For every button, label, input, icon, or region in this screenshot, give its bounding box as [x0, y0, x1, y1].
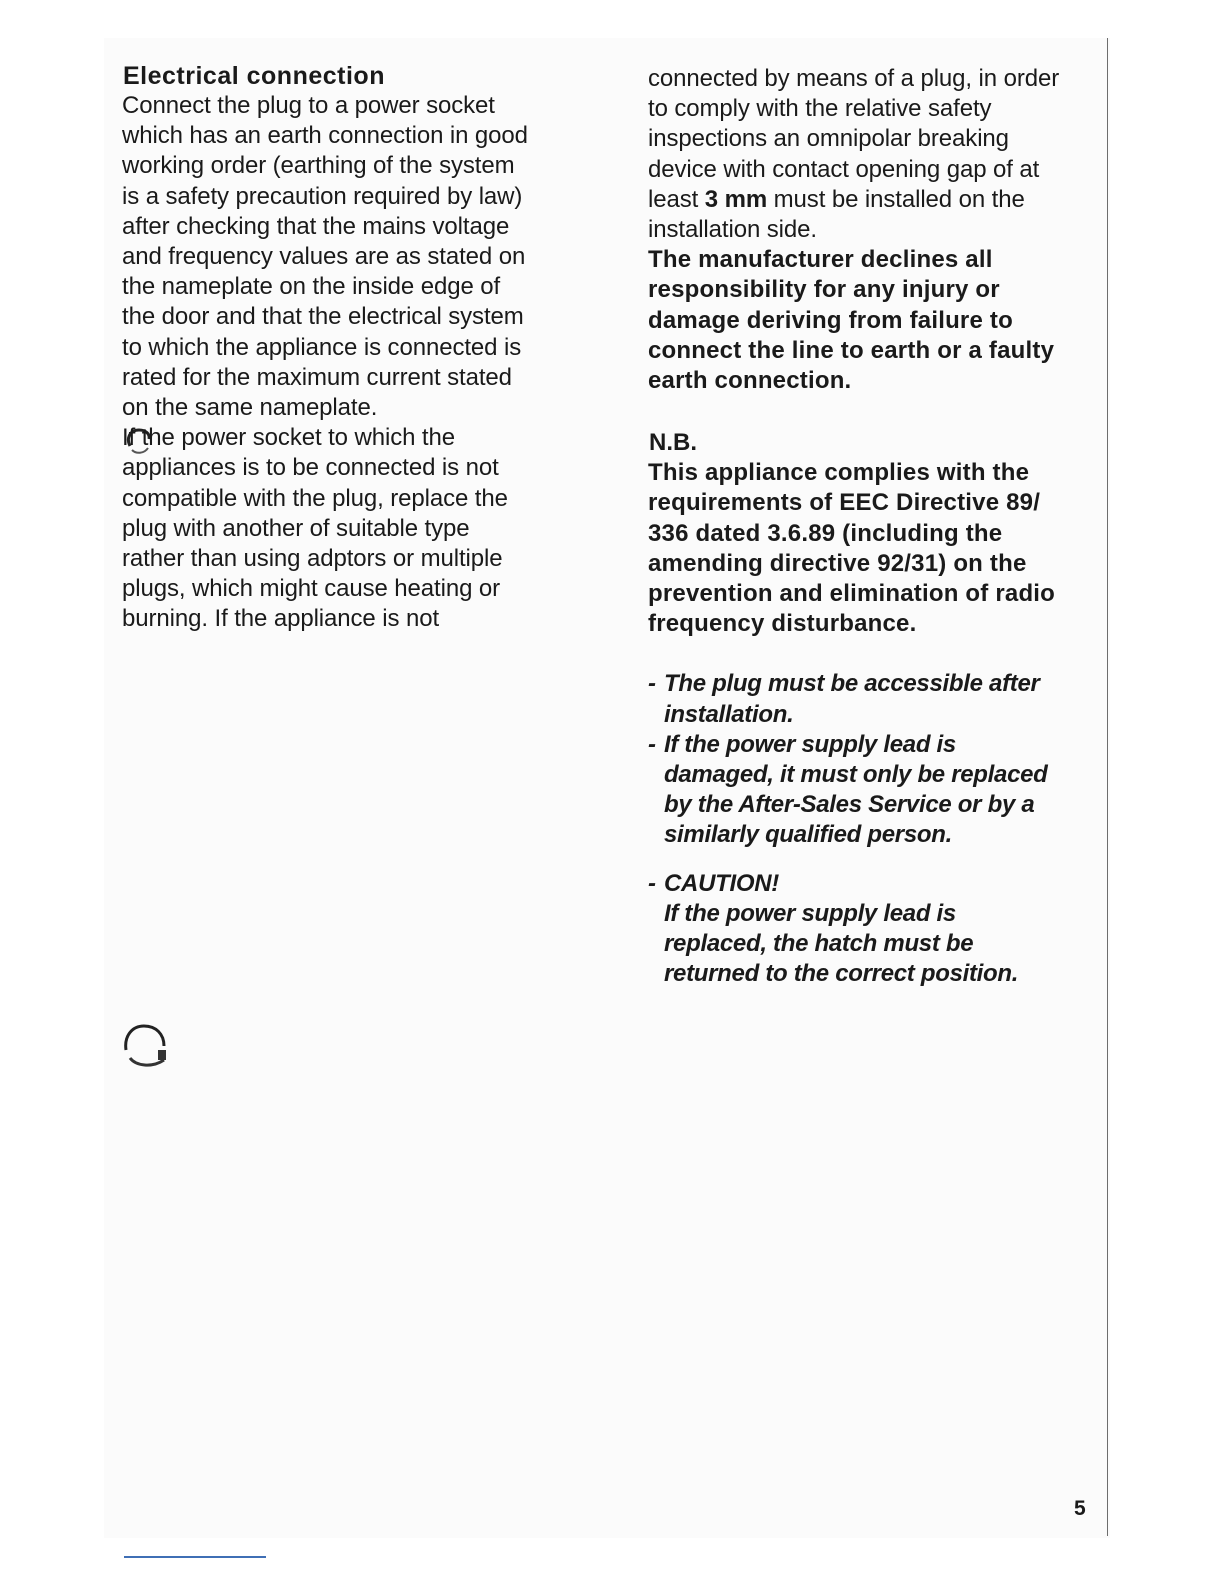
- left-column: [122, 58, 582, 635]
- footer-underline: [124, 1556, 266, 1558]
- page-number: 5: [1074, 1497, 1086, 1520]
- omnipolar-device-intro: connected by means of a plug, in order to comply with the relative safety inspections an omnipolar breaking device with contact opening gap of at: [648, 65, 1060, 183]
- section-heading: Electrical connection: [123, 62, 385, 90]
- caution-text: If the power supply lead is replaced, the hatch must be returned to the correct position.: [664, 899, 1019, 988]
- connection-instructions: Connect the plug to a power socket which has an earth connection in good working order (earthing of the system is a safety precaution required by law) after checking that the mains voltage and frequency values are as stated on the nameplate on the inside edge of the door and that the electrical system to which the appliance is connected is rated for the maximum current stated on the same nameplate.: [122, 92, 528, 422]
- dash-bullet: -: [648, 869, 656, 897]
- list-item: [648, 730, 1108, 851]
- omnipolar-device-tail: must be installed on the installation side.: [648, 185, 1025, 244]
- plug-accessible-note: The plug must be accessible after installation.: [664, 670, 1040, 728]
- dash-bullet: -: [648, 670, 656, 698]
- list-item: [648, 869, 1108, 990]
- omnipolar-device-text: [648, 64, 1108, 245]
- lead-replacement-note: If the power supply lead is damaged, it must only be replaced by the After-Sales Service or by a similarly qualified person.: [664, 730, 1048, 849]
- safety-notes-list: [648, 669, 1108, 989]
- list-item: [648, 669, 1108, 729]
- least-word: least: [648, 185, 699, 213]
- gap-value: 3 mm: [704, 185, 768, 213]
- eec-compliance-text: This appliance complies with the requirements of EEC Directive 89/ 336 dated 3.6.89 (including the amending directive 92/31) on the prevention and elimination of radio frequency disturbance.: [648, 459, 1056, 638]
- manufacturer-disclaimer: The manufacturer declines all responsibility for any injury or damage deriving from failure to connect the line to earth or a faulty earth connection.: [648, 246, 1055, 395]
- dash-bullet: -: [648, 730, 656, 758]
- nb-title: N.B.: [649, 429, 697, 457]
- caution-title: CAUTION!: [664, 869, 779, 897]
- right-column: [648, 64, 1108, 989]
- binder-hole-icon: [122, 1020, 170, 1070]
- plug-replacement-instructions: If the power socket to which the appliances is to be connected is not compatible with the plug, replace the plug with another of suitable type rather than using adptors or multiple plugs, which might cause heating or burning. If the appliance is not: [122, 424, 508, 633]
